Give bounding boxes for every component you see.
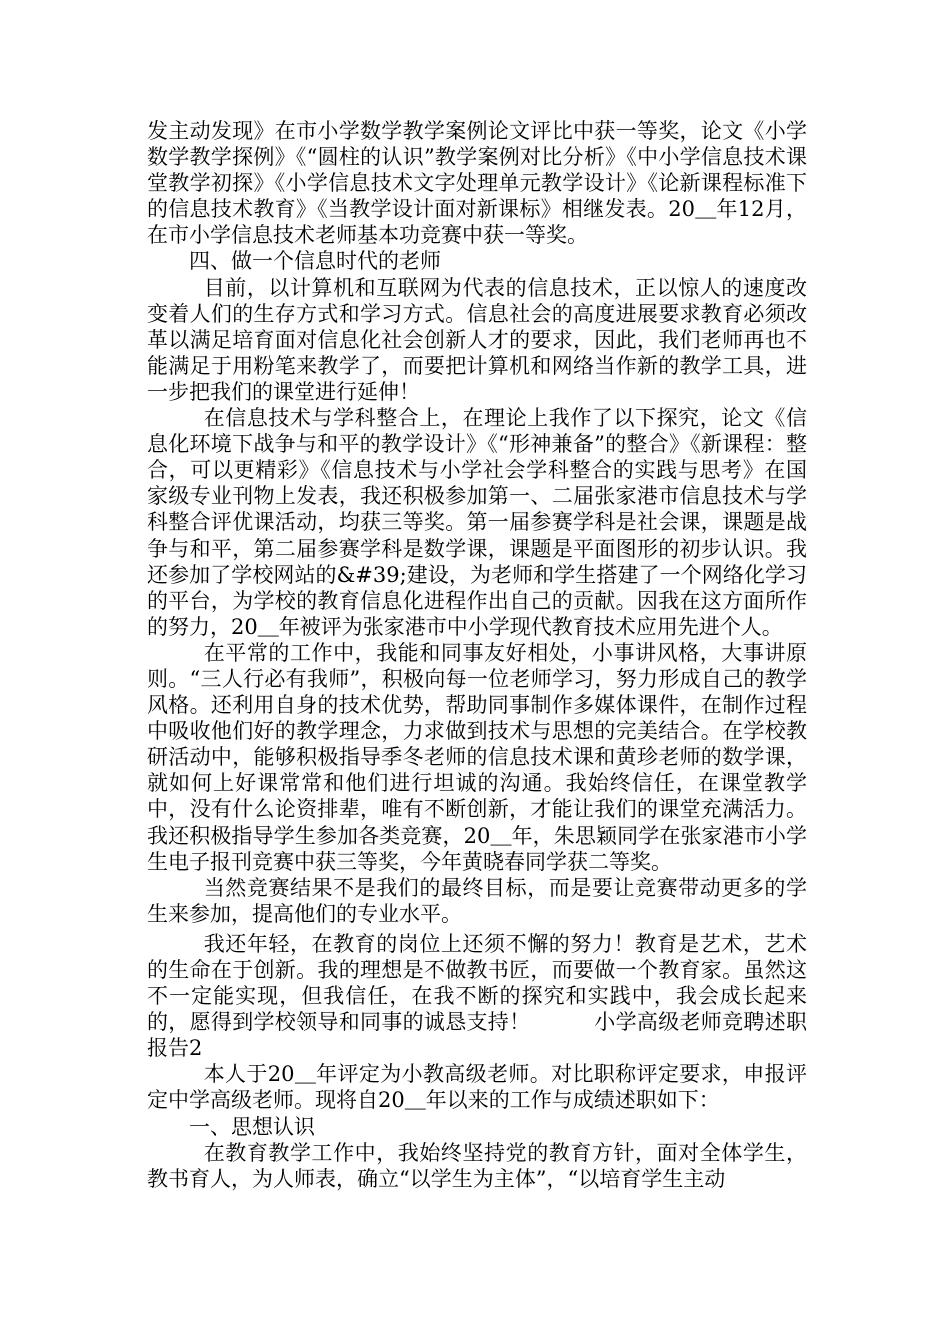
section-heading-4: 四、做一个信息时代的老师 — [189, 249, 441, 274]
paragraph-info-tech: 目前，以计算机和互联网为代表的信息技术，正以惊人的速度改变着人们的生存方式和学习方式。信息社会的高度进展要求教育必须改革以满足培育面对信息化社会创新人才的要求，因此，我们老师再也不能满足于用粉笔来教学了，而要把计算机和网络当作新的教学工具，进一步把我们的课堂进行延伸！ — [147, 275, 807, 404]
paragraph-report-intro: 本人于20＿年评定为小教高级老师。对比职称评定要求，申报评定中学高级老师。现将自20＿年以来的工作与成绩述职如下： — [147, 1062, 807, 1113]
paragraph-colleagues: 在平常的工作中，我能和同事友好相处，小事讲风格，大事讲原则。“三人行必有我师”，积极向每一位老师学习，努力形成自己的教学风格。还利用自身的技术优势，帮助同事制作多媒体课件，在制作过程中吸收他们好的教学理念，力求做到技术与思想的完美结合。在学校教研活动中，能够积极指导季冬老师的信息技术课和黄珍老师的数学课，就如何上好课常常和他们进行坦诚的沟通。我始终信任，在课堂教学中，没有什么论资排辈，唯有不断创新，才能让我们的课堂充满活力。我还积极指导学生参加各类竞赛，20＿年，朱思颖同学在张家港市小学生电子报刊竞赛中获三等奖，今年黄晓春同学获二等奖。 — [147, 640, 807, 874]
paragraph-thinking: 在教育教学工作中，我始终坚持党的教育方针，面对全体学生，教书育人，为人师表，确立“以学生为主体”，“以培育学生主动 — [147, 1140, 807, 1191]
section-heading-1: 一、思想认识 — [189, 1114, 315, 1139]
paragraph-integration: 在信息技术与学科整合上，在理论上我作了以下探究，论文《信息化环境下战争与和平的教学设计》《“形神兼备”的整合》《新课程：整合，可以更精彩》《信息技术与小学社会学科整合的实践与思考》在国家级专业刊物上发表，我还积极参加第一、二届张家港市信息技术与学科整合评优课活动，均获三等奖。第一届参赛学科是社会课，课题是战争与和平，第二届参赛学科是数学课，课题是平面图形的初步认识。我还参加了学校网站的&#39;建设，为老师和学生搭建了一个网络化学习的平台，为学校的教育信息化进程作出自己的贡献。因我在这方面所作的努力，20＿年被评为张家港市中小学现代教育技术应用先进个人。 — [147, 406, 807, 639]
paragraph-awards: 发主动发现》在市小学数学教学案例论文评比中获一等奖，论文《小学数学教学探例》《“圆柱的认识”教学案例对比分析》《中小学信息技术课堂教学初探》《小学信息技术文字处理单元教学设计》《论新课程标准下的信息技术教育》《当教学设计面对新课标》相继发表。20＿年12月，在市小学信息技术老师基本功竞赛中获一等奖。 — [147, 119, 807, 248]
paragraph-aspiration: 我还年轻，在教育的岗位上还须不懈的努力！教育是艺术，艺术的生命在于创新。我的理想是不做教书匠，而要做一个教育家。虽然这不一定能实现，但我信任，在我不断的探究和实践中，我会成长起来的，愿得到学校领导和同事的诚恳支持！ 小学高级老师竞聘述职报告2 — [147, 931, 807, 1061]
paragraph-competition-goal: 当然竞赛结果不是我们的最终目标，而是要让竞赛带动更多的学生来参加，提高他们的专业水平。 — [147, 875, 807, 926]
document-body — [147, 118, 807, 1192]
